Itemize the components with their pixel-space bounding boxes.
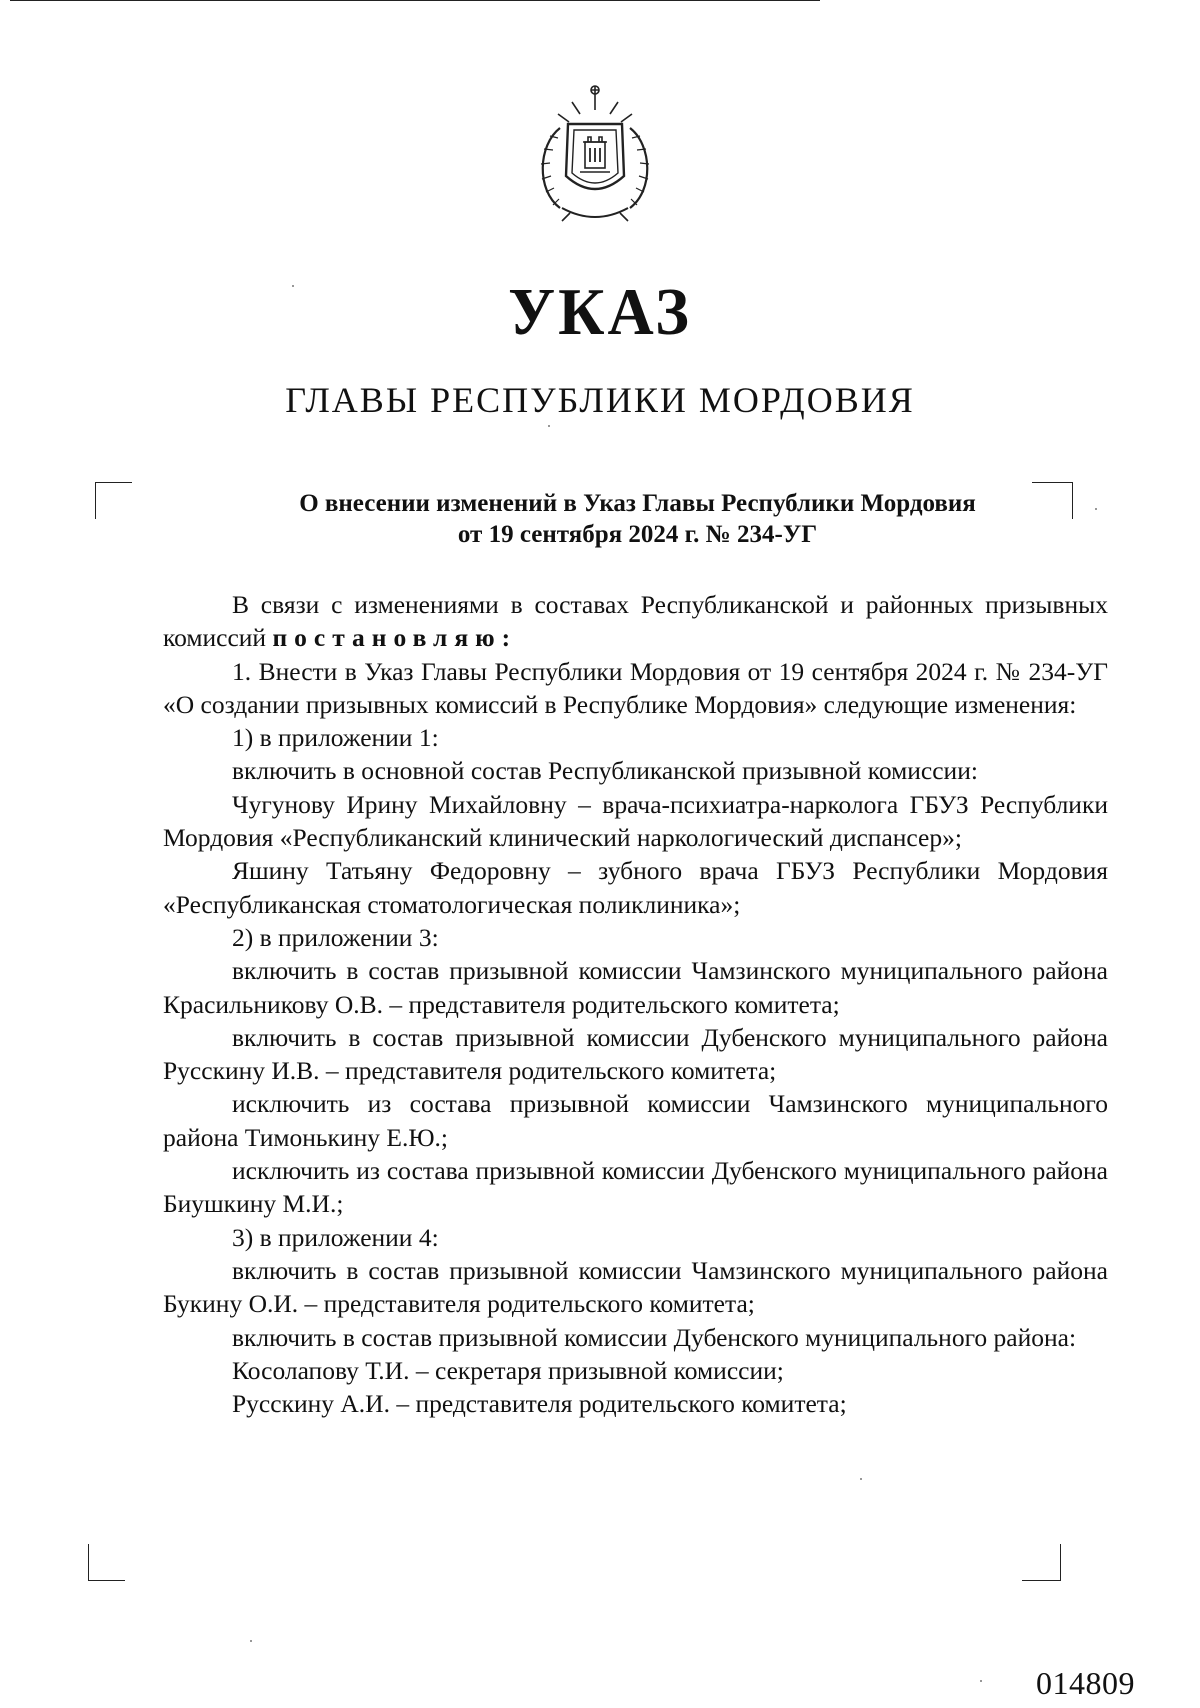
scan-top-edge	[10, 0, 820, 1]
paragraph-member-chugunova: Чугунову Ирину Михайловну – врача-психиатра-нарколога ГБУЗ Республики Мордовия «Республиканский клинический наркологический диспансер»;	[163, 789, 1108, 853]
heading-corner-mark-left	[95, 482, 132, 519]
decree-heading	[240, 488, 1035, 550]
serial-number: 014809	[1036, 1665, 1135, 1701]
preamble-text: В связи с изменениями в составах Республиканской и районных призывных комиссий	[163, 590, 1108, 653]
heading-line-2: от 19 сентября 2024 г. № 234-УГ	[457, 521, 818, 548]
paragraph-annex-1: 1) в приложении 1:	[232, 723, 439, 753]
scan-speck	[250, 1640, 252, 1642]
heading-corner-mark-right	[1032, 482, 1073, 519]
paragraph-include-russkina-iv: включить в состав призывной комиссии Дубенского муниципального района Русскину И.В. – представителя родительского комитета;	[163, 1022, 1108, 1086]
footer-corner-mark-left	[88, 1544, 125, 1581]
paragraph-include-bukina: включить в состав призывной комиссии Чамзинского муниципального района Букину О.И. – представителя родительского комитета;	[163, 1255, 1108, 1319]
paragraph-item-1: 1. Внести в Указ Главы Республики Мордовия от 19 сентября 2024 г. № 234-УГ «О создании призывных комиссий в Республике Мордовия» следующие изменения:	[163, 656, 1108, 719]
coat-of-arms-emblem	[520, 80, 670, 230]
scan-speck	[548, 425, 550, 427]
paragraph-include-main: включить в основной состав Республиканской призывной комиссии:	[232, 756, 978, 786]
paragraph-member-kosolapova: Косолапову Т.И. – секретаря призывной комиссии;	[232, 1355, 784, 1385]
scan-speck	[980, 1680, 982, 1682]
footer-corner-mark-right	[1022, 1544, 1061, 1581]
paragraph-include-dubenskiy: включить в состав призывной комиссии Дубенского муниципального района:	[232, 1322, 1077, 1352]
paragraph-exclude-timonkina: исключить из состава призывной комиссии Чамзинского муниципального района Тимонькину Е.Ю.;	[163, 1089, 1108, 1152]
heading-line-1: О внесении изменений в Указ Главы Республики Мордовия	[299, 490, 976, 517]
paragraph-member-yashina: Яшину Татьяну Федоровну – зубного врача ГБУЗ Республики Мордовия «Республиканская стоматологическая поликлиника»;	[163, 856, 1108, 919]
scan-speck	[1095, 508, 1097, 510]
scan-speck	[860, 1478, 862, 1480]
preamble-paragraph	[163, 588, 1108, 655]
paragraph-annex-4: 3) в приложении 4:	[232, 1222, 439, 1252]
paragraph-exclude-biushkina: исключить из состава призывной комиссии Дубенского муниципального района Биушкину М.И.;	[163, 1156, 1108, 1219]
decree-word: постановляю:	[272, 623, 518, 653]
decree-body	[163, 588, 1108, 1420]
paragraph-annex-3: 2) в приложении 3:	[232, 922, 439, 952]
paragraph-include-krasilnikova: включить в состав призывной комиссии Чамзинского муниципального района Красильникову О.В. – представителя родительского комитета;	[163, 956, 1108, 1019]
paragraph-member-russkina-ai: Русскину А.И. – представителя родительского комитета;	[232, 1389, 847, 1419]
scan-speck	[292, 285, 294, 287]
document-title: УКАЗ	[508, 274, 692, 349]
document-subtitle: ГЛАВЫ РЕСПУБЛИКИ МОРДОВИЯ	[285, 380, 915, 420]
